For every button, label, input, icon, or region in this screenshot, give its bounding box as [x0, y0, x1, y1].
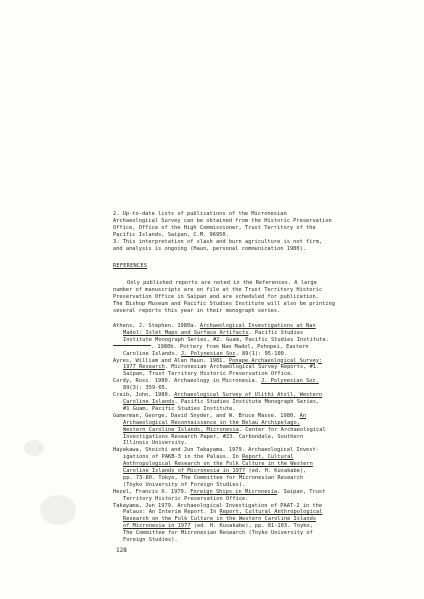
ditto-rule — [113, 345, 151, 346]
reference-line: Athens, J. Stephen. 1980a. Archaeological Investigations at Nan — [113, 323, 316, 329]
reference-line: Illinois University. — [123, 440, 188, 447]
reference-line: Hayakawa, Shoichi and Jun Takayama. 1979. Archaeological Invest- — [113, 447, 319, 454]
reference-line: Ayres, William and Alan Haun. 1981. Ponape Archaeological Survey: — [113, 357, 323, 364]
reference-line: of Micronesia in 1977 (ed. H. Kusakabe), pp. 81-103. Toyko, — [123, 523, 313, 530]
references-intro — [113, 280, 423, 315]
reference-line: Gumerman, George, David Snyder, and W. Bruce Masse. 1980. An — [113, 412, 307, 419]
intro-line: The Bishop Museum and Pacific Studies Institute will also be printing — [113, 300, 335, 307]
reference-line: Takayama, Jun 1979. Archaeological Investigation of PAAT-2 in the — [113, 502, 323, 509]
note-line: Archaeological Survey can be obtained from the Historic Preservation — [113, 217, 332, 224]
reference-line: Palaus: An Interim Report. In Report, Cultural Anthropological — [123, 509, 323, 516]
intro-line: Preservation Office in Saipan and are scheduled for publication. — [113, 293, 319, 300]
scan-smudge — [24, 440, 44, 456]
note-line: Office, Office of the High Commissioner, Trust Territory of the — [113, 224, 316, 231]
reference-line: igations of PAKB-3 in the Palaus. In Report, Cultural — [123, 454, 294, 461]
scan-smudge — [40, 495, 76, 525]
reference-line: Western Caroline Islands, Micronesia. Center for Archaeological — [123, 426, 326, 433]
reference-line: Madol: Islet Maps and Surface Artifacts. Pacific Studies — [123, 329, 304, 336]
note-line: 2. Up-to-date lists of publications of the Micronesian — [113, 211, 287, 217]
reference-line: Investigations Research Paper, #23. Carbondale, Southern — [123, 433, 304, 440]
reference-line: Institute Monograph Series, #2. Guam, Pacific Studies Institute. — [123, 336, 329, 343]
reference-line: pp. 73-80. Tokyo, The Committee for Micronesian Research — [123, 474, 304, 481]
footnotes — [113, 211, 423, 252]
reference-line: Cordy, Ross. 1980. Archaeology in Micronesia. J. Polynesian Soc. — [113, 378, 319, 385]
note-line: 3. This interpretation of slash and burn agriculture is not firm, — [113, 238, 323, 245]
reference-line: Saipan, Trust Territory Historic Preservation Office. — [123, 371, 294, 378]
reference-line: Caroline Islands. Pacific Studies Institute Monograph Series, — [123, 398, 320, 405]
intro-line: Only published reports are noted in the References. A large — [127, 280, 317, 286]
intro-line: several reports this year in their monograph series. — [113, 307, 281, 314]
reference-line: The Committee for Micronesian Research (Toyko University of — [123, 530, 313, 537]
reference-line: #1 Guam, Pacific Studies Institute. — [123, 405, 236, 412]
reference-line: Archaeological Reconnaissance in the Belau Archipelago, — [123, 419, 300, 426]
reference-line: Territory Historic Preservation Office. — [123, 495, 249, 502]
reference-line: Research on the Folk Culture in the Western Caroline Islands — [123, 516, 317, 523]
reference-line: Caroline Islands of Micronesia in 1977 (ed. H. Kusakabe), — [123, 468, 307, 475]
references-list — [113, 323, 423, 544]
reference-line: . 1980b. Pottery from Nan Madol, Pohnpei, Eastern — [113, 344, 423, 351]
reference-line: Foreign Studies). — [123, 537, 178, 544]
reference-line: (Toyko University of Foreign Studies). — [123, 481, 246, 488]
reference-line: Anthropological Research on the Folk Culture in the Western — [123, 461, 313, 468]
reference-line: Caroline Islands. J. Polynesian Soc. 89(1): 95-100. — [123, 350, 288, 357]
reference-line: 1977 Research. Micronesian Archaeological Survey Reports, #1. — [123, 364, 320, 371]
page-number: 128 — [116, 547, 127, 554]
note-line: and analysis is ongoing (Haun, personal communication 1980). — [113, 245, 307, 252]
note-line: Pacific Islands, Saipan, C.M. 96950. — [113, 231, 229, 238]
references-heading: REFERENCES — [113, 263, 148, 269]
reference-line: Hezel, Francis X. 1979. Foreign Ships in Micronesia. Saipan, Trust — [113, 488, 326, 495]
intro-line: number of manuscripts are on file at the Trust Territory Historic — [113, 286, 323, 293]
reference-line: Craib, John, 1980. Archaeological Survey of Ulithi Atoll, Western — [113, 392, 323, 399]
reference-line: 89(3): 359-65. — [123, 385, 169, 392]
